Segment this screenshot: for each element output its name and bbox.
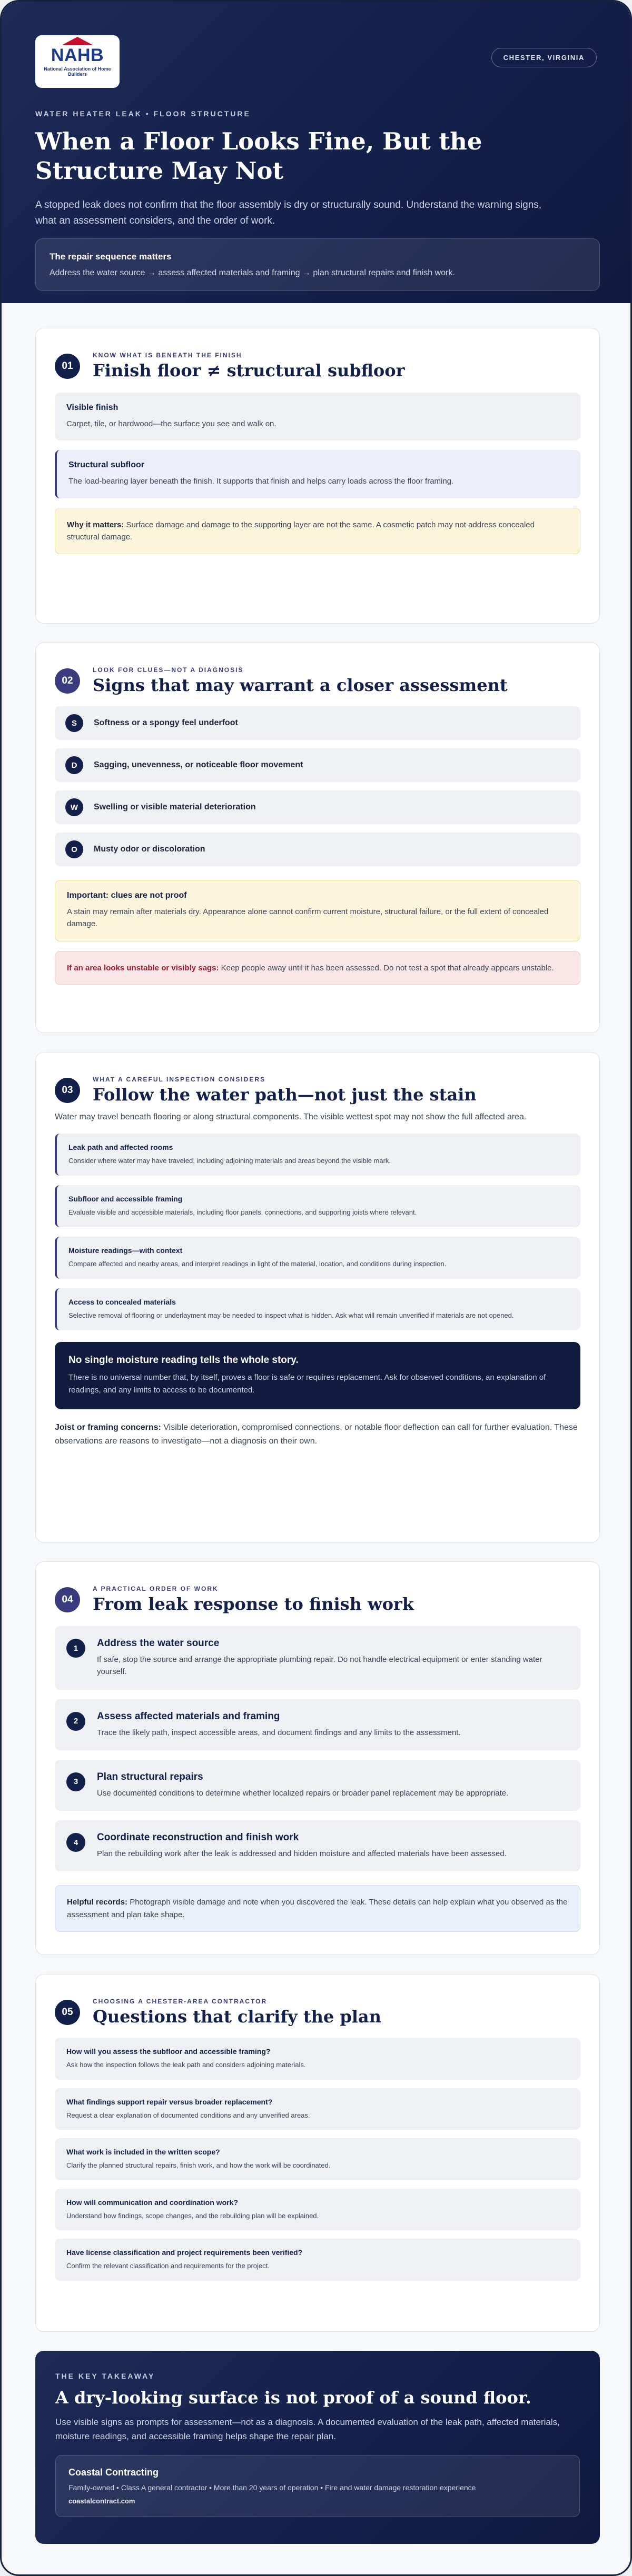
hero-lead: A stopped leak does not confirm that the floor assembly is dry or structurally sound. Understand the warning signs, what an assessment considers, and the order of work. [35,199,542,227]
inspection-item-text: Selective removal of flooring or underlayment may be needed to inspect what is hidden. Ask what will remain unverified if materials are not opened. [68,1311,514,1320]
callout-title: Important: clues are not proof [67,891,187,900]
location-badge: CHESTER, VIRGINIA [491,48,597,67]
question-text: Understand how findings, scope changes, and the rebuilding plan will be explained. [66,2211,319,2220]
alert-label: If an area looks unstable or visibly sags: [67,963,219,973]
section-number: 02 [55,668,80,694]
callout-label: Why it matters: [67,520,124,529]
section-header [55,1996,580,2029]
section-eyebrow: KNOW WHAT IS BENEATH THE FINISH [93,352,242,359]
step-title: Coordinate reconstruction and finish work [97,1832,299,1843]
step-number: 2 [66,1712,85,1731]
step-body [97,1771,508,1799]
section-title: From leak response to finish work [93,1594,414,1614]
section-intro: Water may travel beneath flooring or along structural components. The visible wettest spot may not show the full affected area. [55,1112,527,1121]
company-name: Coastal Contracting [68,2467,159,2478]
company-details: Family-owned • Class A general contractor • More than 20 years of operation • Fire and water damage restoration experience [68,2483,476,2492]
step-text: Use documented conditions to determine whether localized repairs or broader panel replacement may be appropriate. [97,1788,509,1798]
repair-sequence-title: The repair sequence matters [50,252,172,262]
note-body: Visible deterioration, compromised connections, or notable floor deflection can call for further evaluation. These observations are reasons to investigate—not a diagnosis on their own. [55,1423,578,1446]
step-body [97,1832,507,1860]
callout-text: There is no universal number that, by itself, proves a floor is safe or requires replacement. Ask for observed conditions, an explanation of readings, and any limits to access to be documented. [68,1373,546,1395]
callout-body: Surface damage and damage to the supporting layer are not the same. A cosmetic patch may not address concealed structural damage. [67,520,535,542]
question-title: How will you assess the subfloor and accessible framing? [66,2047,271,2056]
inspection-item-text: Consider where water may have traveled, including adjoining materials and areas beyond the visible mark. [68,1156,391,1165]
section-contractor-questions [35,1974,600,2332]
logo-mark [51,46,104,64]
question-text: Ask how the inspection follows the leak path and considers adjoining materials. [66,2061,306,2069]
inspection-item [55,1237,580,1279]
section-eyebrow: WHAT A CAREFUL INSPECTION CONSIDERS [93,1076,266,1083]
moisture-reading-callout [55,1342,580,1409]
alert-body: Keep people away until it has been assessed. Do not test a spot that already appears unstable. [219,963,554,973]
section-header [55,1074,580,1107]
section-eyebrow: A PRACTICAL ORDER OF WORK [93,1585,219,1592]
section-title: Signs that may warrant a closer assessment [93,675,508,695]
repair-sequence-card [35,238,600,291]
clue-text: Musty odor or discoloration [94,845,205,854]
inspection-item [55,1288,580,1330]
question-title: What findings support repair versus broader replacement? [66,2097,273,2106]
question-text: Clarify the planned structural repairs, finish work, and how the work will be coordinated. [66,2161,331,2169]
key-takeaway-banner [35,2351,600,2544]
callout-title: No single moisture reading tells the whole story. [68,1355,299,1366]
clue-text: Swelling or visible material deterioration [94,803,256,811]
step-title: Assess affected materials and framing [97,1710,280,1722]
step-title: Plan structural repairs [97,1771,203,1782]
section-header [55,664,580,698]
joist-concerns-note [55,1421,580,1448]
work-step [55,1626,580,1690]
section-header [55,349,580,383]
takeaway-title: A dry-looking surface is not proof of a sound floor. [55,2388,531,2408]
step-body [97,1638,569,1678]
callout-text: A stain may remain after materials dry. Appearance alone cannot confirm current moisture, structural failure, or the full extent of concealed damage. [67,907,549,929]
inspection-item [55,1134,580,1176]
why-it-matters-callout [55,508,580,555]
logo-text: NAHB [51,45,104,65]
inspection-item [55,1185,580,1227]
step-text: Plan the rebuilding work after the leak is addressed and hidden moisture and affected materials have been assessed. [97,1849,507,1858]
section-finish-vs-subfloor [35,328,600,624]
work-step [55,1760,580,1811]
question-item [55,2239,580,2281]
section-title: Questions that clarify the plan [93,2007,381,2027]
note-label: Joist or framing concerns: [55,1423,161,1432]
clue-text: Softness or a spongy feel underfoot [94,718,238,727]
clue-item [55,748,580,782]
visible-finish-box [55,393,580,440]
box-text: The load-bearing layer beneath the finish. It supports that finish and helps carry loads across the floor framing. [68,477,454,486]
section-number: 05 [55,2000,80,2025]
callout-text [67,1896,568,1921]
inspection-item-title: Moisture readings—with context [68,1246,183,1255]
nahb-logo [35,35,120,88]
step-title: Address the water source [97,1638,220,1649]
section-warning-signs [35,643,600,1033]
page-title: When a Floor Looks Fine, But the Structure May Not [35,127,482,185]
question-title: How will communication and coordination work? [66,2198,238,2207]
section-order-of-work [35,1561,600,1955]
step-text: Trace the likely path, inspect accessible areas, and document findings and any limits to the assessment. [97,1728,461,1737]
question-item [55,2038,580,2080]
section-title: Follow the water path—not just the stain [93,1085,477,1105]
company-card [55,2455,580,2517]
company-website-link[interactable]: coastalcontract.com [68,2497,135,2505]
hero-eyebrow: WATER HEATER LEAK • FLOOR STRUCTURE [35,109,251,118]
logo-subtext: National Association of Home Builders [44,66,111,77]
section-title: Finish floor ≠ structural subfloor [93,360,405,380]
clue-letter: O [65,840,83,858]
alert-text [67,962,568,974]
inspection-item-title: Leak path and affected rooms [68,1142,173,1151]
question-text: Confirm the relevant classification and requirements for the project. [66,2262,270,2270]
box-title: Structural subfloor [68,460,145,470]
question-item [55,2138,580,2180]
question-item [55,2189,580,2231]
step-text: If safe, stop the source and arrange the appropriate plumbing repair. Do not handle electrical equipment or enter standing water yourself. [97,1655,542,1677]
box-text: Carpet, tile, or hardwood—the surface you see and walk on. [66,419,276,428]
clue-letter: W [65,798,83,816]
repair-sequence-text: Address the water source → assess affected materials and framing → plan structural repairs and finish work. [50,268,455,277]
work-step [55,1699,580,1750]
question-text: Request a clear explanation of documented conditions and any unverified areas. [66,2111,310,2119]
clue-letter: D [65,756,83,774]
step-number: 3 [66,1772,85,1791]
clue-item [55,833,580,866]
inspection-item-text: Evaluate visible and accessible materials, including floor panels, connections, and supporting joists where relevant. [68,1208,417,1216]
structural-subfloor-box [55,450,580,498]
section-eyebrow: CHOOSING A CHESTER-AREA CONTRACTOR [93,1998,268,2005]
work-step [55,1820,580,1871]
section-number: 03 [55,1078,80,1103]
question-title: Have license classification and project requirements been verified? [66,2248,303,2257]
step-number: 1 [66,1639,85,1658]
question-item [55,2088,580,2130]
unstable-area-alert [55,951,580,985]
clue-letter: S [65,714,83,732]
section-eyebrow: LOOK FOR CLUES—NOT A DIAGNOSIS [93,666,244,674]
clue-item [55,790,580,824]
callout-body: Photograph visible damage and note when you discovered the leak. These details can help explain what you observed as the assessment and plan take shape. [67,1898,568,1919]
roof-icon [62,37,93,45]
inspection-item-title: Access to concealed materials [68,1298,176,1307]
inspection-item-title: Subfloor and accessible framing [68,1194,183,1203]
clue-text: Sagging, unevenness, or noticeable floor movement [94,760,303,769]
hero-header [2,2,630,303]
inspection-item-text: Compare affected and nearby areas, and interpret readings in light of the material, location, and conditions during inspection. [68,1259,447,1268]
box-title: Visible finish [66,403,118,412]
helpful-records-callout [55,1885,580,1932]
question-title: What work is included in the written scope? [66,2148,220,2156]
section-number: 01 [55,354,80,379]
important-callout [55,880,580,941]
callout-text [67,519,568,544]
step-body [97,1711,461,1739]
callout-label: Helpful records: [67,1898,128,1907]
section-header [55,1583,580,1617]
takeaway-text: Use visible signs as prompts for assessment—not as a diagnosis. A documented evaluation of the leak path, affected materials, moisture readings, and accessible framing helps shape the repair plan. [55,2417,560,2442]
section-inspection [35,1052,600,1542]
section-number: 04 [55,1587,80,1612]
step-number: 4 [66,1833,85,1852]
clue-item [55,706,580,740]
takeaway-eyebrow: THE KEY TAKEAWAY [55,2372,155,2380]
